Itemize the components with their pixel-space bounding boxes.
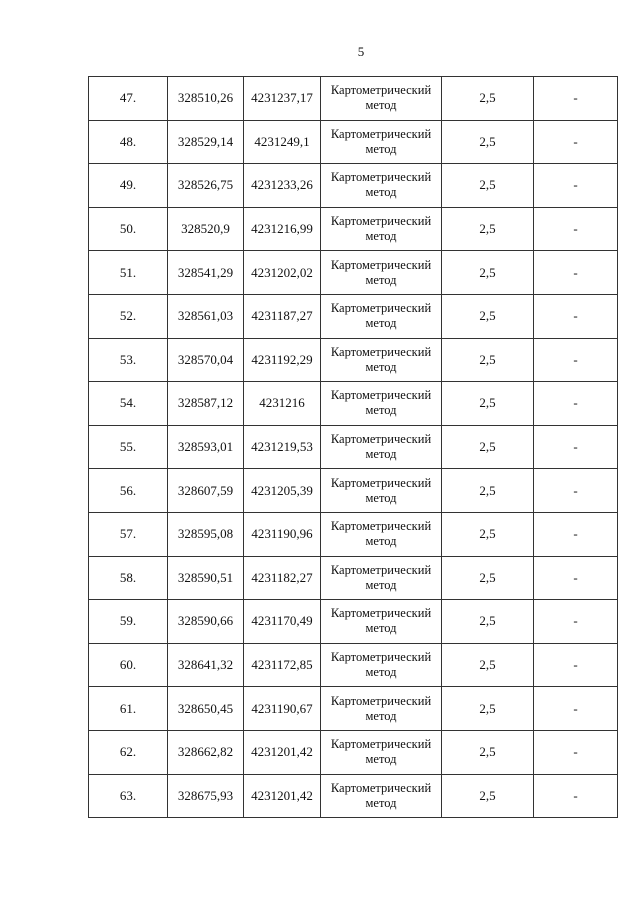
x-coordinate-cell: 328590,51 [168,556,244,600]
point-number-cell: 54. [89,382,168,426]
method-cell [321,382,442,426]
method-line: Картометрический [330,606,432,621]
x-coordinate-cell: 328541,29 [168,251,244,295]
point-number-cell: 53. [89,338,168,382]
method-line: метод [365,98,397,113]
method-line: Картометрический [330,780,432,795]
method-line: Картометрический [330,388,432,403]
method-line: метод [365,708,397,723]
x-coordinate-cell: 328570,04 [168,338,244,382]
point-number-cell: 48. [89,120,168,164]
method-line: Картометрический [330,650,432,665]
accuracy-cell: 2,5 [442,643,534,687]
y-coordinate-cell: 4231219,53 [244,425,321,469]
y-coordinate-cell: 4231190,67 [244,687,321,731]
table-row [89,730,618,774]
point-number-cell: 60. [89,643,168,687]
point-number-cell: 61. [89,687,168,731]
x-coordinate-cell: 328590,66 [168,600,244,644]
accuracy-cell: 2,5 [442,556,534,600]
method-line: Картометрический [330,170,432,185]
method-cell [321,251,442,295]
method-cell [321,687,442,731]
note-cell: - [534,469,618,513]
accuracy-cell: 2,5 [442,730,534,774]
method-line: Картометрический [330,562,432,577]
point-number-cell: 63. [89,774,168,818]
x-coordinate-cell: 328520,9 [168,207,244,251]
point-number-cell: 49. [89,164,168,208]
point-number-cell: 47. [89,77,168,121]
y-coordinate-cell: 4231170,49 [244,600,321,644]
table-row [89,643,618,687]
table-row [89,294,618,338]
accuracy-cell: 2,5 [442,207,534,251]
point-number-cell: 56. [89,469,168,513]
method-cell [321,294,442,338]
method-cell [321,338,442,382]
method-line: метод [365,447,397,462]
accuracy-cell: 2,5 [442,687,534,731]
x-coordinate-cell: 328561,03 [168,294,244,338]
note-cell: - [534,294,618,338]
table-row [89,207,618,251]
note-cell: - [534,120,618,164]
note-cell: - [534,643,618,687]
method-line: метод [365,316,397,331]
page-number: 5 [357,44,365,59]
note-cell: - [534,77,618,121]
method-cell [321,164,442,208]
point-number-cell: 52. [89,294,168,338]
x-coordinate-cell: 328510,26 [168,77,244,121]
point-number-cell: 55. [89,425,168,469]
method-cell [321,207,442,251]
note-cell: - [534,730,618,774]
note-cell: - [534,774,618,818]
note-cell: - [534,687,618,731]
method-cell [321,425,442,469]
note-cell: - [534,382,618,426]
table-row [89,556,618,600]
method-cell [321,730,442,774]
method-line: метод [365,577,397,592]
y-coordinate-cell: 4231249,1 [244,120,321,164]
method-cell [321,512,442,556]
method-line: метод [365,534,397,549]
method-cell [321,556,442,600]
method-line: Картометрический [330,737,432,752]
method-line: Картометрический [330,693,432,708]
y-coordinate-cell: 4231202,02 [244,251,321,295]
point-number-cell: 58. [89,556,168,600]
table-row [89,425,618,469]
table-row [89,77,618,121]
x-coordinate-cell: 328595,08 [168,512,244,556]
method-cell [321,600,442,644]
x-coordinate-cell: 328607,59 [168,469,244,513]
method-cell [321,120,442,164]
method-line: метод [365,141,397,156]
coordinates-table [88,76,618,818]
y-coordinate-cell: 4231190,96 [244,512,321,556]
table-row [89,338,618,382]
method-line: Картометрический [330,301,432,316]
method-line: Картометрический [330,257,432,272]
point-number-cell: 57. [89,512,168,556]
y-coordinate-cell: 4231201,42 [244,730,321,774]
y-coordinate-cell: 4231201,42 [244,774,321,818]
coordinates-table-body [89,77,618,818]
y-coordinate-cell: 4231216 [244,382,321,426]
table-row [89,469,618,513]
table-row [89,600,618,644]
accuracy-cell: 2,5 [442,469,534,513]
method-line: метод [365,272,397,287]
y-coordinate-cell: 4231182,27 [244,556,321,600]
y-coordinate-cell: 4231205,39 [244,469,321,513]
note-cell: - [534,425,618,469]
method-line: Картометрический [330,475,432,490]
point-number-cell: 62. [89,730,168,774]
x-coordinate-cell: 328641,32 [168,643,244,687]
method-line: метод [365,403,397,418]
method-line: метод [365,359,397,374]
table-row [89,120,618,164]
table-row [89,512,618,556]
accuracy-cell: 2,5 [442,382,534,426]
x-coordinate-cell: 328662,82 [168,730,244,774]
method-line: Картометрический [330,344,432,359]
note-cell: - [534,338,618,382]
note-cell: - [534,207,618,251]
method-line: метод [365,795,397,810]
x-coordinate-cell: 328587,12 [168,382,244,426]
note-cell: - [534,512,618,556]
accuracy-cell: 2,5 [442,164,534,208]
x-coordinate-cell: 328675,93 [168,774,244,818]
method-cell [321,643,442,687]
point-number-cell: 50. [89,207,168,251]
note-cell: - [534,600,618,644]
point-number-cell: 51. [89,251,168,295]
accuracy-cell: 2,5 [442,120,534,164]
accuracy-cell: 2,5 [442,251,534,295]
y-coordinate-cell: 4231216,99 [244,207,321,251]
table-row [89,251,618,295]
table-row [89,164,618,208]
x-coordinate-cell: 328529,14 [168,120,244,164]
accuracy-cell: 2,5 [442,600,534,644]
accuracy-cell: 2,5 [442,512,534,556]
method-line: Картометрический [330,214,432,229]
accuracy-cell: 2,5 [442,425,534,469]
method-line: метод [365,185,397,200]
point-number-cell: 59. [89,600,168,644]
method-line: Картометрический [330,83,432,98]
table-row [89,774,618,818]
method-line: метод [365,490,397,505]
accuracy-cell: 2,5 [442,338,534,382]
x-coordinate-cell: 328593,01 [168,425,244,469]
y-coordinate-cell: 4231172,85 [244,643,321,687]
method-cell [321,469,442,513]
method-line: Картометрический [330,126,432,141]
method-cell [321,774,442,818]
y-coordinate-cell: 4231187,27 [244,294,321,338]
method-line: метод [365,665,397,680]
y-coordinate-cell: 4231237,17 [244,77,321,121]
x-coordinate-cell: 328650,45 [168,687,244,731]
accuracy-cell: 2,5 [442,774,534,818]
note-cell: - [534,556,618,600]
method-line: метод [365,752,397,767]
method-line: метод [365,621,397,636]
accuracy-cell: 2,5 [442,77,534,121]
y-coordinate-cell: 4231233,26 [244,164,321,208]
method-cell [321,77,442,121]
note-cell: - [534,251,618,295]
method-line: Картометрический [330,432,432,447]
accuracy-cell: 2,5 [442,294,534,338]
table-row [89,687,618,731]
method-line: метод [365,229,397,244]
y-coordinate-cell: 4231192,29 [244,338,321,382]
x-coordinate-cell: 328526,75 [168,164,244,208]
method-line: Картометрический [330,519,432,534]
note-cell: - [534,164,618,208]
table-row [89,382,618,426]
